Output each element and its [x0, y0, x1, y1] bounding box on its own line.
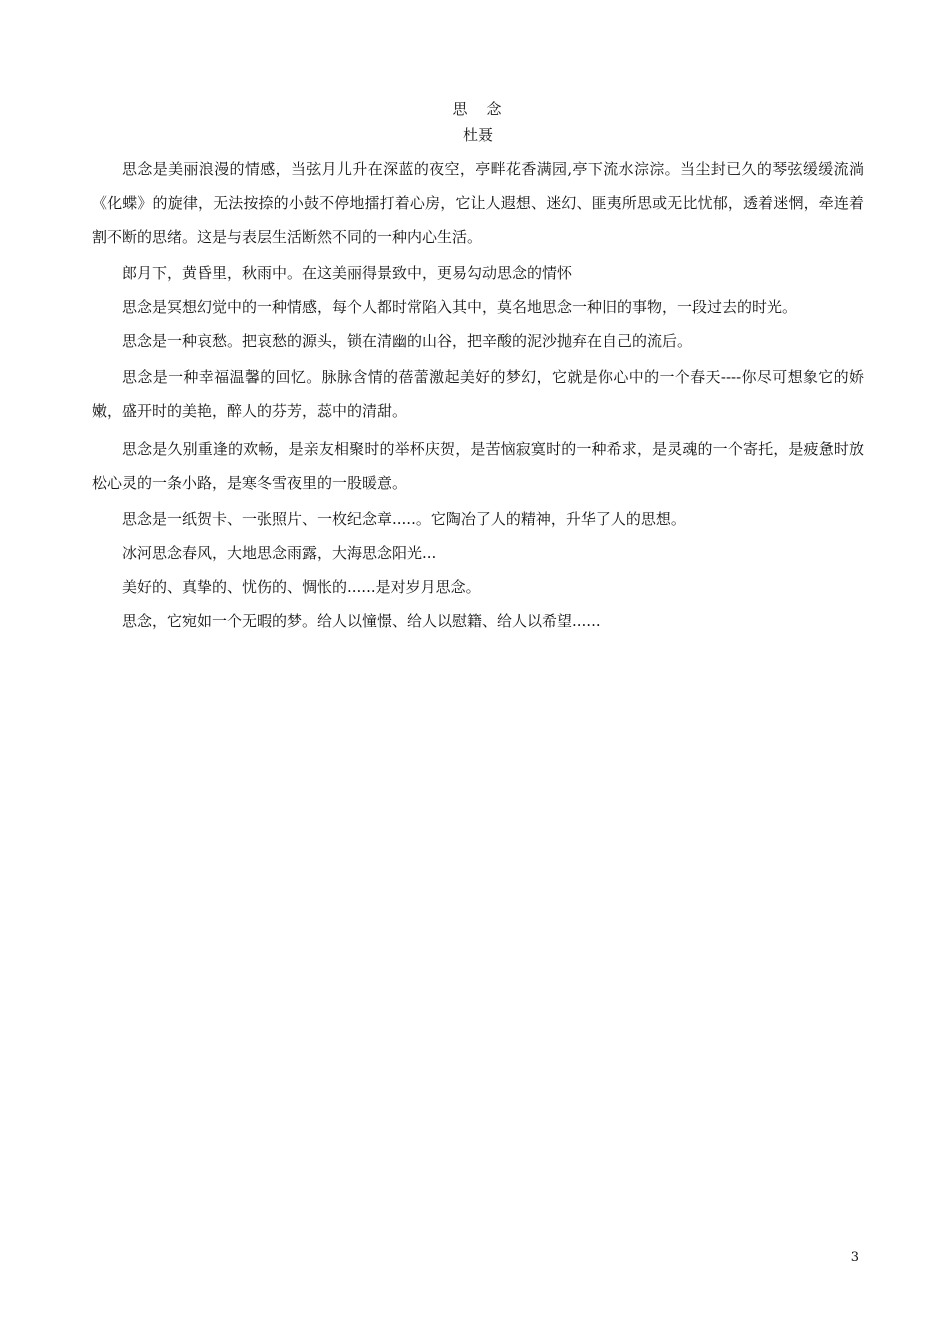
paragraph: 思念，它宛如一个无暇的梦。给人以憧憬、给人以慰籍、给人以希望...... — [122, 612, 601, 630]
paragraph: 冰河思念春风，大地思念雨露，大海思念阳光... — [122, 544, 437, 562]
article-body — [92, 96, 864, 640]
paragraph: 思念是一种幸福温馨的回忆。脉脉含情的蓓蕾激起美好的梦幻，它就是你心中的一个春天----你尽可想象它的娇嫩，盛开时的美艳，醉人的芬芳，蕊中的清甜。 — [92, 368, 864, 420]
page-number: 3 — [850, 1250, 859, 1265]
article-author: 杜聂 — [462, 126, 493, 144]
paragraph: 思念是美丽浪漫的情感，当弦月儿升在深蓝的夜空，亭畔花香满园,亭下流水淙淙。当尘封已久的琴弦缓缓流淌《化蝶》的旋律，无法按捺的小鼓不停地擂打着心房，它让人遐想、迷幻、匪夷所思或无比忧郁，透着迷惘，牵连着割不断的思绪。这是与表层生活断然不同的一种内心生活。 — [92, 160, 864, 246]
paragraph: 美好的、真挚的、忧伤的、惆怅的......是对岁月思念。 — [122, 578, 481, 596]
paragraph: 思念是一种哀愁。把哀愁的源头，锁在清幽的山谷，把辛酸的泥沙抛弃在自己的流后。 — [122, 332, 693, 350]
article-title: 思 念 — [452, 100, 504, 118]
paragraph: 思念是冥想幻觉中的一种情感，每个人都时常陷入其中，莫名地思念一种旧的事物，一段过去的时光。 — [122, 298, 798, 316]
paragraph: 郎月下，黄昏里，秋雨中。在这美丽得景致中，更易勾动思念的情怀 — [122, 264, 573, 282]
paragraph: 思念是久别重逢的欢畅，是亲友相聚时的举杯庆贺，是苦恼寂寞时的一种希求，是灵魂的一个寄托，是疲惫时放松心灵的一条小路，是寒冬雪夜里的一股暖意。 — [92, 440, 864, 492]
paragraph: 思念是一纸贺卡、一张照片、一枚纪念章.....。它陶冶了人的精神，升华了人的思想。 — [122, 510, 686, 528]
